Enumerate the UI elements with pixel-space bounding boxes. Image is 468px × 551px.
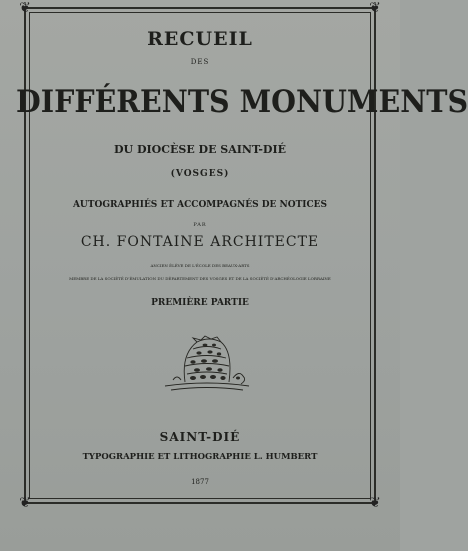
- subtitle-line: AUTOGRAPHIÉS ET ACCOMPAGNÉS DE NOTICES: [72, 200, 328, 210]
- imprint-city: SAINT-DIÉ: [159, 430, 241, 444]
- part-label: PREMIÈRE PARTIE: [151, 298, 249, 308]
- diocese-line: DU DIOCÈSE DE SAINT-DIÉ: [114, 143, 286, 156]
- recueil-heading: RECUEIL: [147, 28, 253, 50]
- imprint-printer: TYPOGRAPHIE ET LITHOGRAPHIE L. HUMBERT: [82, 452, 318, 462]
- author-name: CH. FONTAINE ARCHITECTE: [80, 234, 320, 250]
- region-line: (VOSGES): [170, 169, 230, 179]
- author-description-1: ANCIEN ÉLÈVE DE L'ÉCOLE DES BEAUX-ARTS: [150, 263, 250, 268]
- fleuron-top-left-icon: ❦: [19, 0, 31, 16]
- imprint-year: 1877: [191, 478, 209, 486]
- fleuron-bottom-right-icon: ❦: [369, 495, 381, 511]
- des-word: DES: [190, 58, 210, 66]
- fleuron-top-right-icon: ❦: [369, 0, 381, 16]
- author-description-2: MEMBRE DE LA SOCIÉTÉ D'ÉMULATION DU DÉPARTEMENT DES VOSGES ET DE LA SOCIÉTÉ D'ARCHÉOLOGIE LORRAINE: [69, 276, 331, 281]
- stone-beehive-ruin-icon: [163, 330, 251, 392]
- fleuron-bottom-left-icon: ❦: [19, 495, 31, 511]
- par-word: PAR: [193, 222, 207, 228]
- main-title: DIFFÉRENTS MONUMENTS: [16, 84, 468, 120]
